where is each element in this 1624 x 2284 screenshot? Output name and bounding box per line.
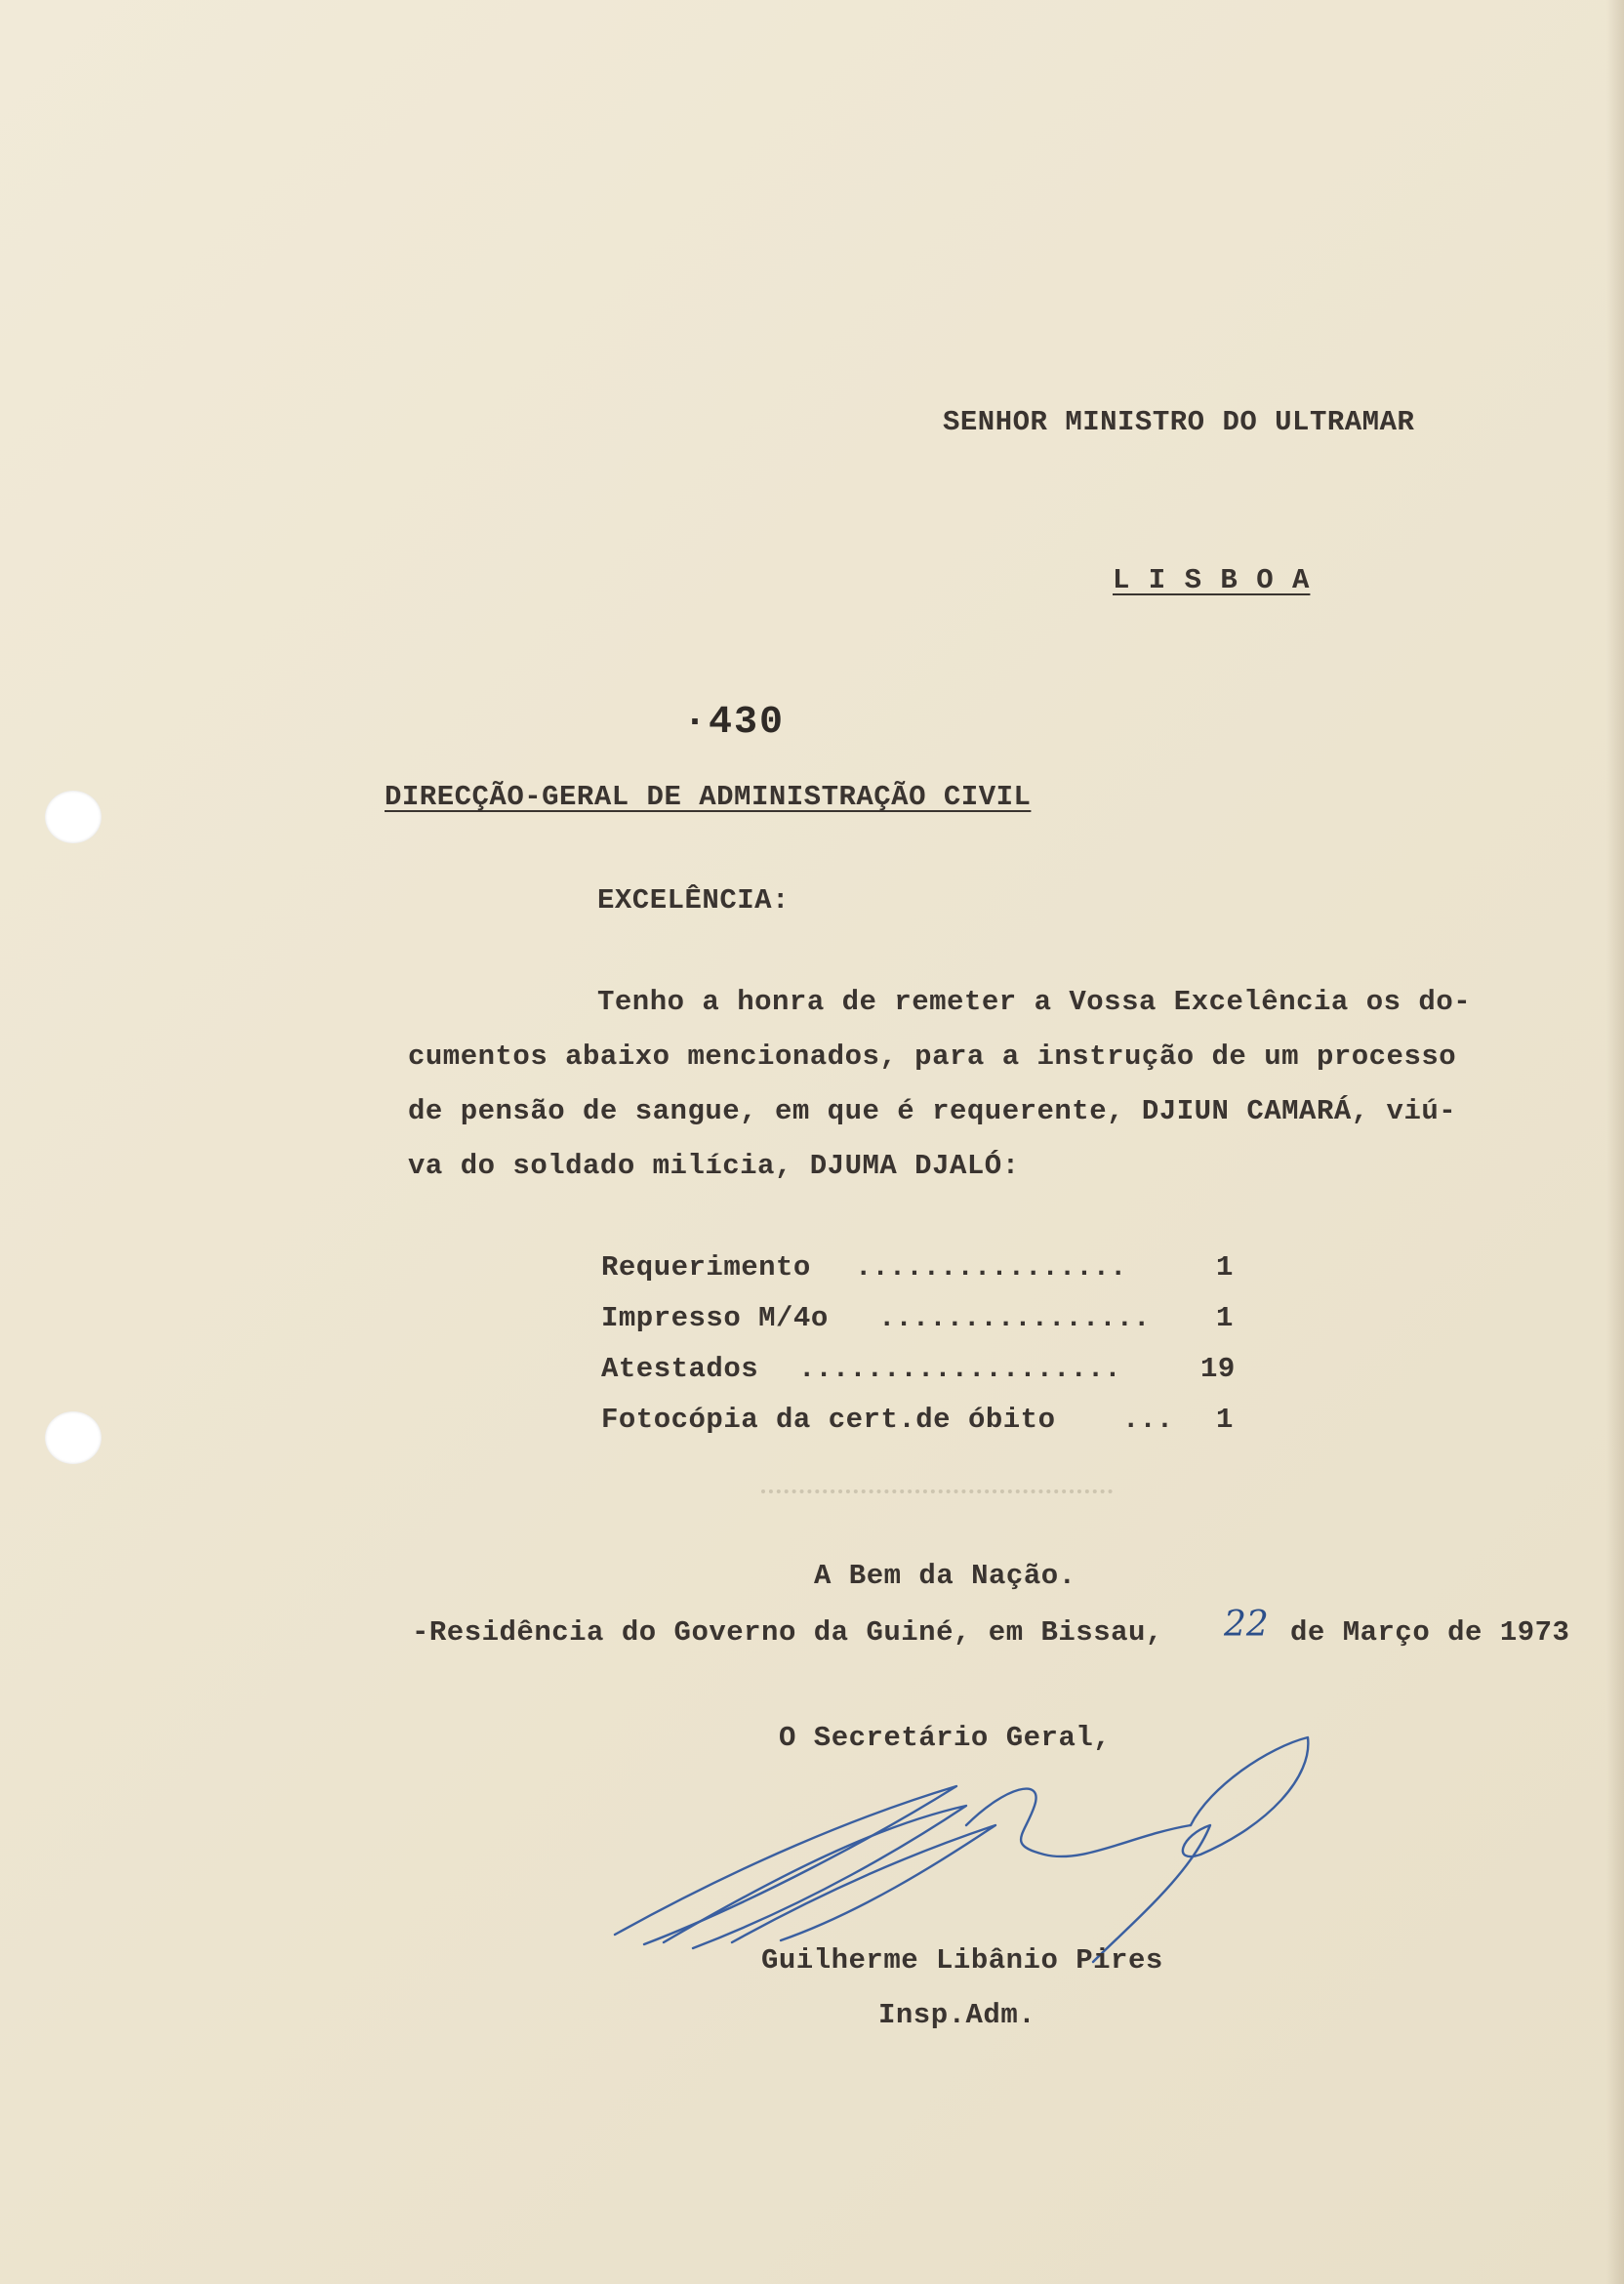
recipient-city: L I S B O A: [1113, 564, 1311, 596]
reference-dot: ·: [683, 701, 710, 745]
reference-number: [683, 701, 785, 745]
signatory-rank: Insp.Adm.: [878, 1999, 1036, 2031]
faint-show-through: [761, 1489, 1113, 1499]
document-name: Requerimento: [601, 1251, 811, 1284]
recipient-title: SENHOR MINISTRO DO ULTRAMAR: [943, 406, 1415, 438]
document-leader: ................: [855, 1251, 1127, 1284]
handwritten-day: 22: [1224, 1605, 1269, 1645]
reference-number-value: 430: [709, 701, 786, 745]
signature-stroke: [615, 1786, 956, 1944]
closing-motto: A Bem da Nação.: [814, 1560, 1076, 1592]
closing-place: -Residência do Governo da Guiné, em Bissau,: [412, 1616, 1163, 1649]
page-edge-shadow: [1606, 0, 1624, 2284]
document-count: 1: [1216, 1251, 1234, 1284]
document-leader: ................: [878, 1302, 1151, 1334]
punch-hole-top: [45, 791, 102, 843]
signature-stroke: [1093, 1737, 1308, 1962]
document-count: 1: [1216, 1404, 1234, 1436]
department-heading: DIRECÇÃO-GERAL DE ADMINISTRAÇÃO CIVIL: [385, 781, 1032, 813]
document-name: Impresso M/4o: [601, 1302, 829, 1334]
body-line: cumentos abaixo mencionados, para a instrução de um processo: [408, 1040, 1457, 1073]
signature-stroke: [966, 1789, 1191, 1856]
handwritten-signature: [586, 1718, 1327, 1972]
document-count: 19: [1200, 1353, 1236, 1385]
document-name: Fotocópia da cert.de óbito: [601, 1404, 1056, 1436]
salutation: EXCELÊNCIA:: [597, 884, 790, 917]
document-leader: ...................: [798, 1353, 1121, 1385]
document-count: 1: [1216, 1302, 1234, 1334]
body-line: Tenho a honra de remeter a Vossa Excelência os do-: [597, 986, 1472, 1018]
document-leader: ...: [1122, 1404, 1174, 1436]
signatory-name: Guilherme Libânio Pires: [761, 1944, 1163, 1977]
closing-date-suffix: de Março de 1973: [1290, 1616, 1570, 1649]
body-line: de pensão de sangue, em que é requerente, DJIUN CAMARÁ, viú-: [408, 1095, 1457, 1127]
signatory-role: O Secretário Geral,: [779, 1722, 1112, 1754]
body-line: va do soldado milícia, DJUMA DJALÓ:: [408, 1150, 1020, 1182]
punch-hole-bottom: [45, 1411, 102, 1464]
document-name: Atestados: [601, 1353, 759, 1385]
